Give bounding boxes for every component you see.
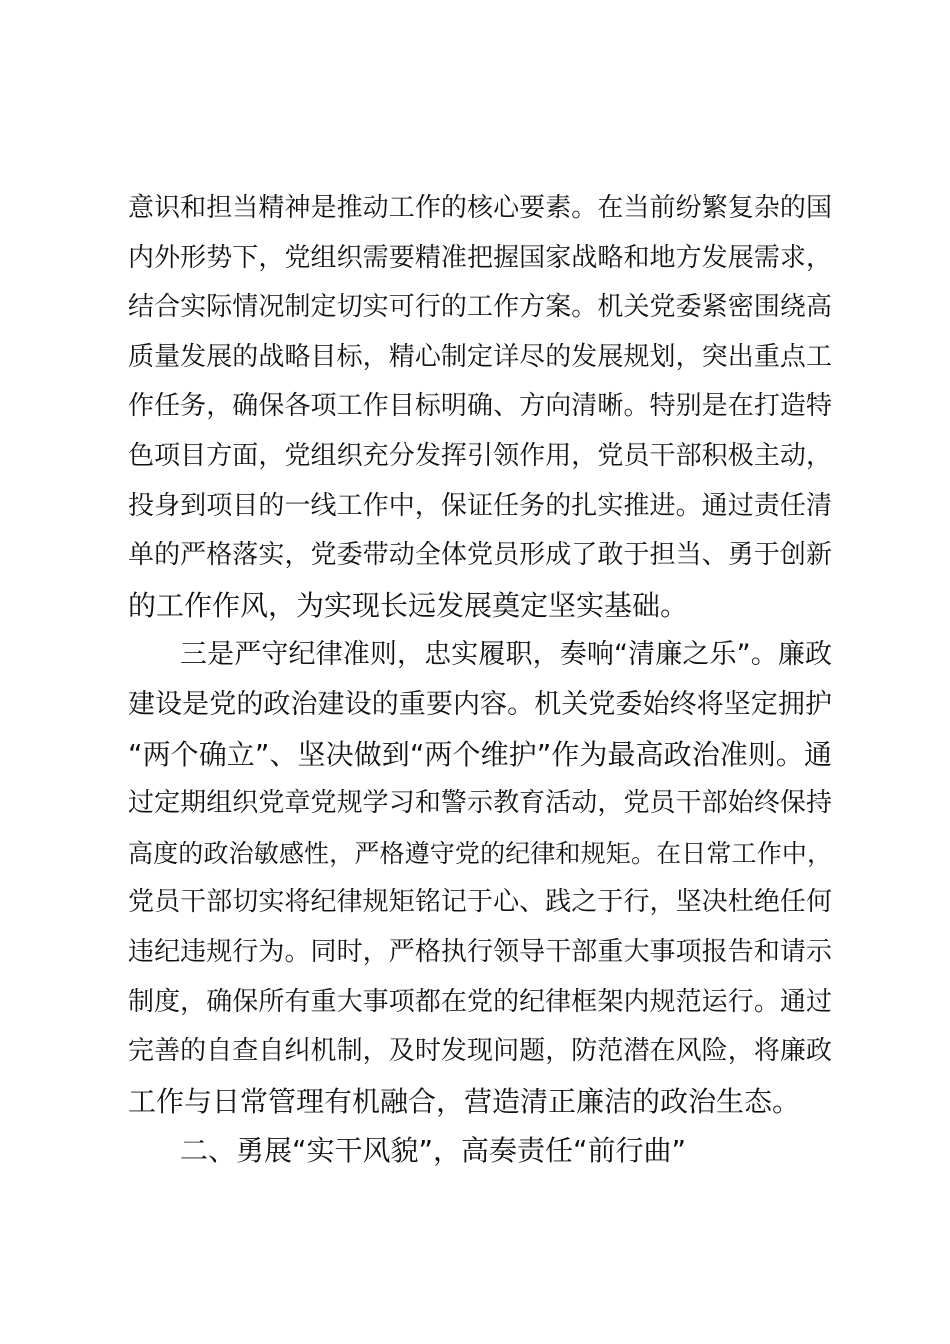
text-line: 色项目方面，党组织充分发挥引领作用，党员干部积极主动， xyxy=(128,440,832,471)
paragraph-first-line: 三是严守纪律准则，忠实履职，奏响“清廉之乐”。廉政 xyxy=(180,639,832,671)
text-line: 作任务，确保各项工作目标明确、方向清晰。特别是在打造特 xyxy=(128,391,832,422)
text-line: 党员干部切实将纪律规矩铭记于心、践之于行，坚决杜绝任何 xyxy=(128,887,832,918)
text-line: 单的严格落实，党委带动全体党员形成了敢于担当、勇于创新 xyxy=(128,540,832,571)
text-line: 建设是党的政治建设的重要内容。机关党委始终将坚定拥护 xyxy=(128,688,832,720)
text-line: 工作与日常管理有机融合，营造清正廉洁的政治生态。 xyxy=(128,1084,801,1118)
paragraph-three xyxy=(128,630,832,1126)
body-text xyxy=(128,184,832,1176)
paragraph-continued xyxy=(128,184,832,630)
text-line: 完善的自查自纠机制，及时发现问题，防范潜在风险，将廉政 xyxy=(128,1036,832,1067)
text-line: 制度，确保所有重大事项都在党的纪律框架内规范运行。通过 xyxy=(128,986,832,1017)
text-line: 的工作作风，为实现长远发展奠定坚实基础。 xyxy=(128,588,689,622)
text-line: 质量发展的战略目标，精心制定详尽的发展规划，突出重点工 xyxy=(128,341,832,372)
section-heading-block xyxy=(128,1126,832,1176)
text-line: 结合实际情况制定切实可行的工作方案。机关党委紧密围绕高 xyxy=(128,292,832,323)
text-line: 过定期组织党章党规学习和警示教育活动，党员干部始终保持 xyxy=(128,788,832,819)
text-line: 意识和担当精神是推动工作的核心要素。在当前纷繁复杂的国 xyxy=(128,193,832,223)
section-heading: 二、勇展“实干风貌”，高奏责任“前行曲” xyxy=(180,1134,687,1168)
text-line: 违纪违规行为。同时，严格执行领导干部重大事项报告和请示 xyxy=(128,936,832,967)
text-line: 内外形势下，党组织需要精准把握国家战略和地方发展需求， xyxy=(128,242,832,273)
text-line: 高度的政治敏感性，严格遵守党的纪律和规矩。在日常工作中， xyxy=(128,838,832,868)
text-line: 投身到项目的一线工作中，保证任务的扎实推进。通过责任清 xyxy=(128,490,832,521)
text-line: “两个确立”、坚决做到“两个维护”作为最高政治准则。通 xyxy=(128,737,832,771)
